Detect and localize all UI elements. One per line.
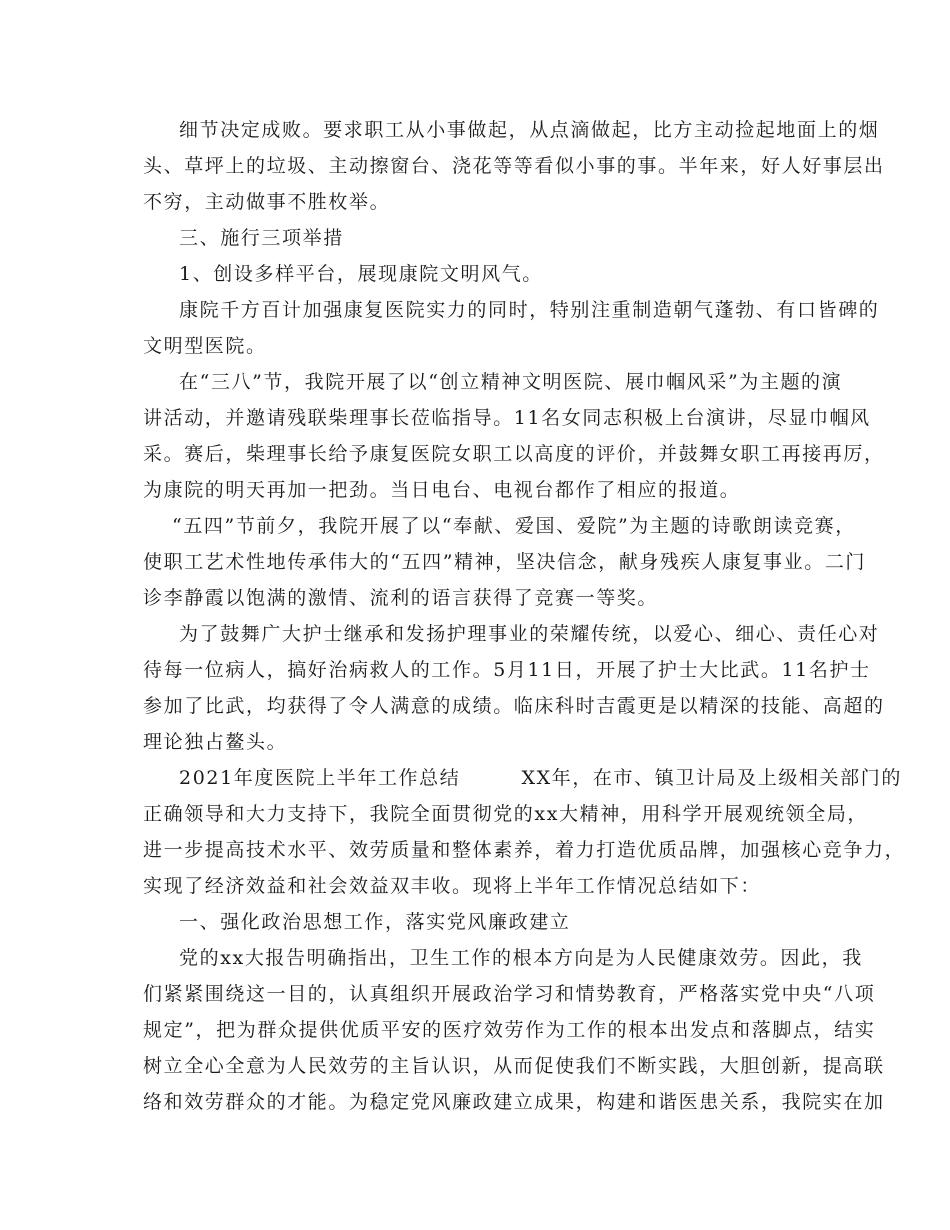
section-heading-1: 一、强化政治思想工作，落实党风廉政建立 [179, 911, 571, 933]
text-line-24: 党的xx大报告明确指出，卫生工作的根本方向是为人民健康效劳。因此，我 [179, 947, 863, 969]
subheading-1: 1、创设多样平台，展现康院文明风气。 [179, 263, 543, 285]
text-line-25: 们紧紧围绕这一目的，认真组织开展政治学习和情势教育，严格落实党中央“八项 [143, 983, 876, 1005]
text-line-28: 络和效劳群众的才能。为稳定党风廉政建立成果，构建和谐医患关系，我院实在加 [143, 1091, 885, 1113]
text-line-13: 使职工艺术性地传承伟大的“五四”精神，坚决信念，献身残疾人康复事业。二门 [143, 551, 867, 573]
text-line-10: 采。赛后，柴理事长给予康复医院女职工以高度的评价，并鼓舞女职工再接再厉， [143, 443, 885, 465]
text-line-18: 理论独占鳌头。 [143, 731, 288, 753]
text-line-3: 不穷，主动做事不胜枚举。 [143, 191, 391, 213]
text-line-11: 为康院的明天再加一把劲。当日电台、电视台都作了相应的报道。 [143, 479, 741, 501]
text-line-14: 诊李静霞以饱满的激情、流利的语言获得了竞赛一等奖。 [143, 587, 659, 609]
text-line-17: 参加了比武，均获得了令人满意的成绩。临床科时吉霞更是以精深的技能、高超的 [143, 695, 885, 717]
text-line-22: 实现了经济效益和社会效益双丰收。现将上半年工作情况总结如下： [143, 875, 762, 897]
text-line-15: 为了鼓舞广大护士继承和发扬护理事业的荣耀传统，以爱心、细心、责任心对 [179, 623, 880, 645]
text-line-21: 进一步提高技术水平、效劳质量和整体素养，着力打造优质品牌，加强核心竞争力， [143, 839, 906, 861]
text-line-2: 头、草坪上的垃圾、主动擦窗台、浇花等等看似小事的事。半年来，好人好事层出 [143, 155, 885, 177]
text-line-26: 规定”，把为群众提供优质平安的医疗效劳作为工作的根本出发点和落脚点，结实 [143, 1019, 876, 1041]
text-line-12: “五四”节前夕，我院开展了以“奉献、爱国、爱院”为主题的诗歌朗读竞赛， [172, 515, 856, 537]
text-line-20: 正确领导和大力支持下，我院全面贯彻党的xx大精神，用科学开展观统领全局， [143, 803, 869, 825]
text-line-6: 康院千方百计加强康复医院实力的同时，特别注重制造朝气蓬勃、有口皆碑的 [179, 299, 880, 321]
text-line-8: 在“三八”节，我院开展了以“创立精神文明医院、展巾帼风采”为主题的演 [179, 371, 843, 393]
text-line-1: 细节决定成败。要求职工从小事做起，从点滴做起，比方主动捡起地面上的烟 [179, 119, 880, 141]
section-heading-3: 三、施行三项举措 [179, 227, 344, 249]
report-title-line: 2021年度医院上半年工作总结 XX年，在市、镇卫计局及上级相关部门的 [179, 767, 902, 789]
text-line-16: 待每一位病人，搞好治病救人的工作。5月11日，开展了护士大比武。11名护士 [143, 659, 871, 681]
text-line-27: 树立全心全意为人民效劳的主旨认识，从而促使我们不断实践，大胆创新，提高联 [143, 1055, 885, 1077]
text-line-9: 讲活动，并邀请残联柴理事长莅临指导。11名女同志积极上台演讲，尽显巾帼风 [143, 407, 871, 429]
text-line-7: 文明型医院。 [143, 335, 267, 357]
